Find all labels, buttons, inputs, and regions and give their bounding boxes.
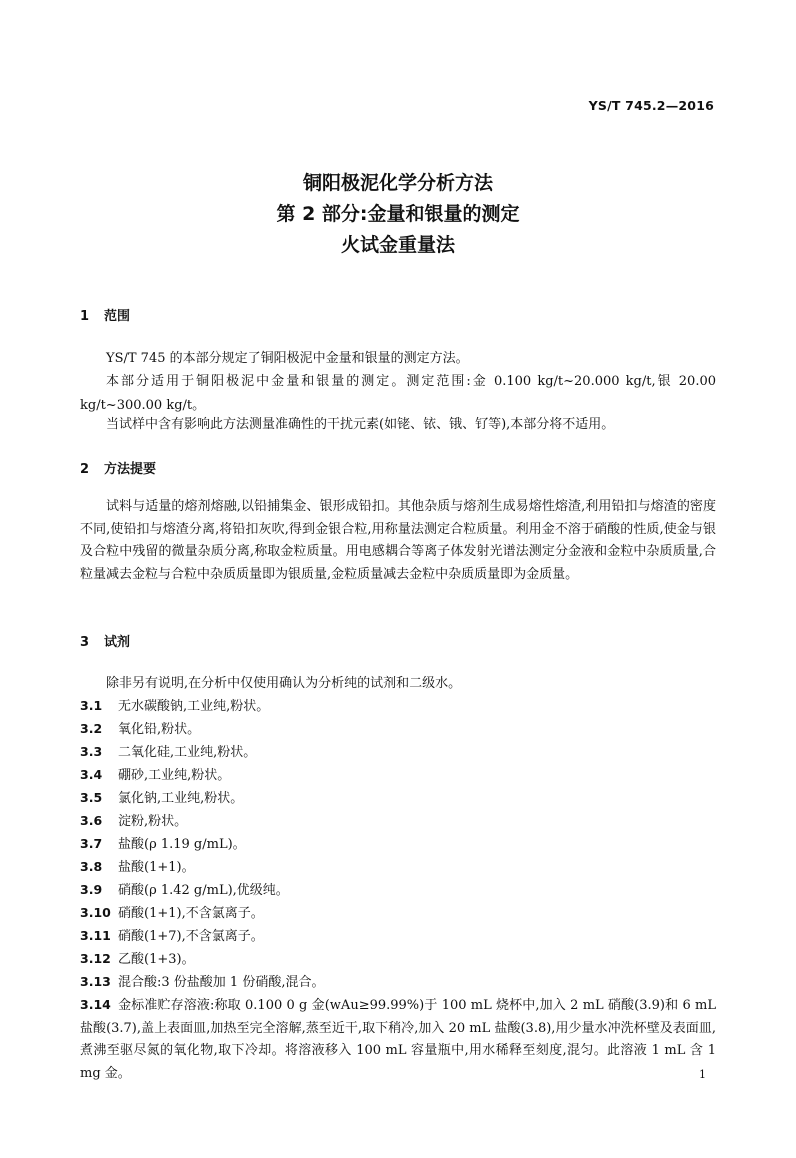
item-number: 3.7 [80,836,103,851]
reagent-item [80,695,716,719]
reagent-item [80,971,716,995]
item-number: 3.8 [80,859,103,874]
section-2-paragraph-1: 试料与适量的熔剂熔融,以铅捕集金、银形成铅扣。其他杂质与熔剂生成易熔性熔渣,利用铅扣与熔渣的密度不同,使铅扣与熔渣分离,将铅扣灰吹,得到金银合粒,用称量法测定合粒质量。利用金不溶于硝酸的性质,使金与银及合粒中残留的微量杂质分离,称取金粒质量。用电感耦合等离子体发射光谱法测定分金液和金粒中杂质质量,合粒量减去金粒与合粒中杂质质量即为银质量,金粒质量减去金粒中杂质质量即为金质量。 [80,499,716,582]
item-text: 盐酸(1+1)。 [118,860,195,875]
section-title: 方法提要 [104,462,157,477]
item-text: 淀粉,粉状。 [118,814,188,829]
item-number: 3.5 [80,790,103,805]
reagent-item [80,833,716,857]
section-number: 3 [80,635,90,650]
item-text: 硼砂,工业纯,粉状。 [118,768,231,783]
section-1-heading [80,305,130,324]
section-title: 试剂 [104,635,131,650]
section-number: 2 [80,462,90,477]
item-number: 3.4 [80,767,103,782]
title-line-1: 铜阳极泥化学分析方法 [302,172,493,194]
reagent-item [80,787,716,811]
item-text: 盐酸(ρ 1.19 g/mL)。 [118,837,246,852]
item-number: 3.10 [80,905,111,920]
item-text: 硝酸(ρ 1.42 g/mL),优级纯。 [118,883,289,898]
item-number: 3.11 [80,928,111,943]
page-number: 1 [699,1068,706,1081]
item-number: 3.12 [80,951,111,966]
reagent-item [80,902,716,926]
item-number: 3.1 [80,698,103,713]
reagent-item [80,856,716,880]
item-number: 3.9 [80,882,103,897]
section-title: 范围 [104,309,131,324]
item-number: 3.3 [80,744,103,759]
reagent-item [80,994,716,1085]
document-title [0,168,796,261]
reagent-item [80,718,716,742]
standard-code: YS/T 745.2—2016 [588,98,714,113]
section-number: 1 [80,309,90,324]
item-number: 3.14 [80,997,111,1012]
item-text: 混合酸:3 份盐酸加 1 份硝酸,混合。 [118,975,325,990]
section-1-paragraph-1: YS/T 745 的本部分规定了铜阳极泥中金量和银量的测定方法。 [106,351,469,366]
reagent-item [80,948,716,972]
item-text: 硝酸(1+7),不含氯离子。 [118,929,264,944]
section-2-heading [80,458,156,477]
title-line-3: 火试金重量法 [340,234,455,256]
item-text: 二氧化硅,工业纯,粉状。 [118,745,257,760]
section-1-paragraph-2: 本部分适用于铜阳极泥中金量和银量的测定。测定范围:金 0.100 kg/t~20.000 kg/t,银 20.00 kg/t~300.00 kg/t。 [80,374,716,413]
title-line-2: 第 2 部分:金量和银量的测定 [276,203,520,225]
reagent-item [80,741,716,765]
section-3-heading [80,631,130,650]
item-text: 乙酸(1+3)。 [118,952,195,967]
item-text: 无水碳酸钠,工业纯,粉状。 [118,699,270,714]
item-number: 3.13 [80,974,111,989]
item-text: 氯化钠,工业纯,粉状。 [118,791,244,806]
reagent-item [80,879,716,903]
section-3-intro: 除非另有说明,在分析中仅使用确认为分析纯的试剂和二级水。 [106,676,462,691]
item-text: 金标准贮存溶液:称取 0.100 0 g 金(wAu≥99.99%)于 100 mL 烧杯中,加入 2 mL 硝酸(3.9)和 6 mL 盐酸(3.7),盖上表面皿,加热至完全溶解,蒸至近干,取下稍冷,加入 20 mL 盐酸(3.8),用少量水冲洗杯壁及表面皿,煮沸至驱尽氮的氧化物,取下冷却。将溶液移入 100 mL 容量瓶中,用水稀释至刻度,混匀。此溶液 1 mL 含 1 mg 金。 [80,998,716,1081]
reagent-item [80,925,716,949]
reagent-item [80,764,716,788]
section-1-paragraph-3: 当试样中含有影响此方法测量准确性的干扰元素(如铑、铱、锇、钌等),本部分将不适用。 [106,417,615,432]
item-text: 氧化铅,粉状。 [118,722,201,737]
item-number: 3.6 [80,813,103,828]
item-number: 3.2 [80,721,103,736]
reagent-item [80,810,716,834]
item-text: 硝酸(1+1),不含氯离子。 [118,906,264,921]
